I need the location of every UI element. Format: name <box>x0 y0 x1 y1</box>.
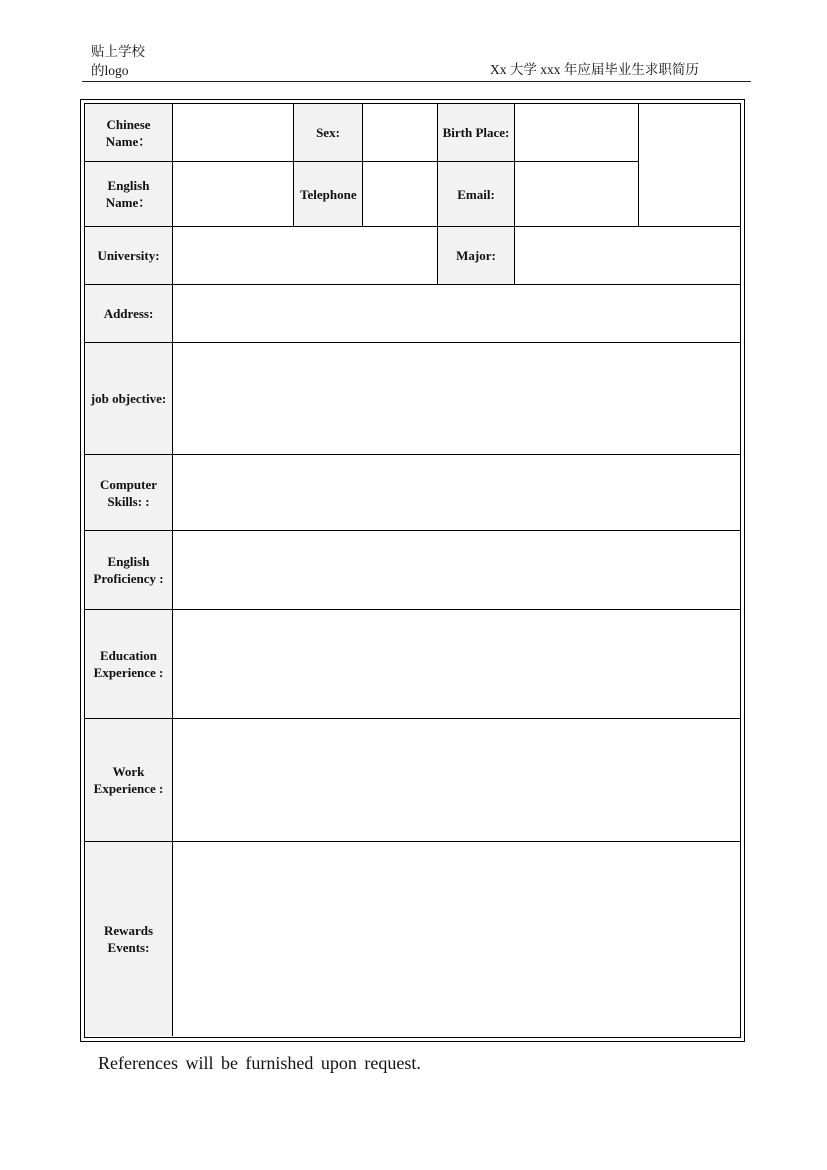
english-name-field[interactable] <box>173 162 294 227</box>
work-experience-field[interactable] <box>173 719 740 842</box>
major-label: Major: <box>438 227 515 285</box>
telephone-field[interactable] <box>363 162 438 227</box>
birth-place-field[interactable] <box>515 104 639 162</box>
english-proficiency-field[interactable] <box>173 531 740 610</box>
header-divider <box>82 81 751 82</box>
job-objective-label: job objective: <box>85 343 173 455</box>
work-experience-label: Work Experience : <box>85 719 173 842</box>
computer-skills-label: Computer Skills: : <box>85 455 173 531</box>
photo-box[interactable] <box>639 104 740 227</box>
address-field[interactable] <box>173 285 740 343</box>
job-objective-field[interactable] <box>173 343 740 455</box>
major-field[interactable] <box>515 227 740 285</box>
university-label: University: <box>85 227 173 285</box>
address-label: Address: <box>85 285 173 343</box>
rewards-events-field[interactable] <box>173 842 740 1036</box>
logo-line-1: 贴上学校 <box>91 44 145 59</box>
email-field[interactable] <box>515 162 639 227</box>
birth-place-label: Birth Place: <box>438 104 515 162</box>
email-label: Email: <box>438 162 515 227</box>
chinese-name-label: Chinese Name： <box>85 104 173 162</box>
logo-line-2: 的logo <box>91 63 129 78</box>
computer-skills-field[interactable] <box>173 455 740 531</box>
education-experience-label: Education Experience : <box>85 610 173 719</box>
references-note: References will be furnished upon request. <box>98 1053 421 1073</box>
education-experience-field[interactable] <box>173 610 740 719</box>
rewards-events-label: Rewards Events: <box>85 842 173 1036</box>
sex-field[interactable] <box>363 104 438 162</box>
page-title: Xx 大学 xxx 年应届毕业生求职简历 <box>490 62 699 77</box>
school-logo-placeholder <box>91 42 145 80</box>
telephone-label: Telephone <box>294 162 363 227</box>
english-proficiency-label: English Proficiency : <box>85 531 173 610</box>
university-field[interactable] <box>173 227 438 285</box>
resume-form <box>80 99 745 1042</box>
resume-table <box>84 103 741 1038</box>
english-name-label: English Name： <box>85 162 173 227</box>
sex-label: Sex: <box>294 104 363 162</box>
chinese-name-field[interactable] <box>173 104 294 162</box>
